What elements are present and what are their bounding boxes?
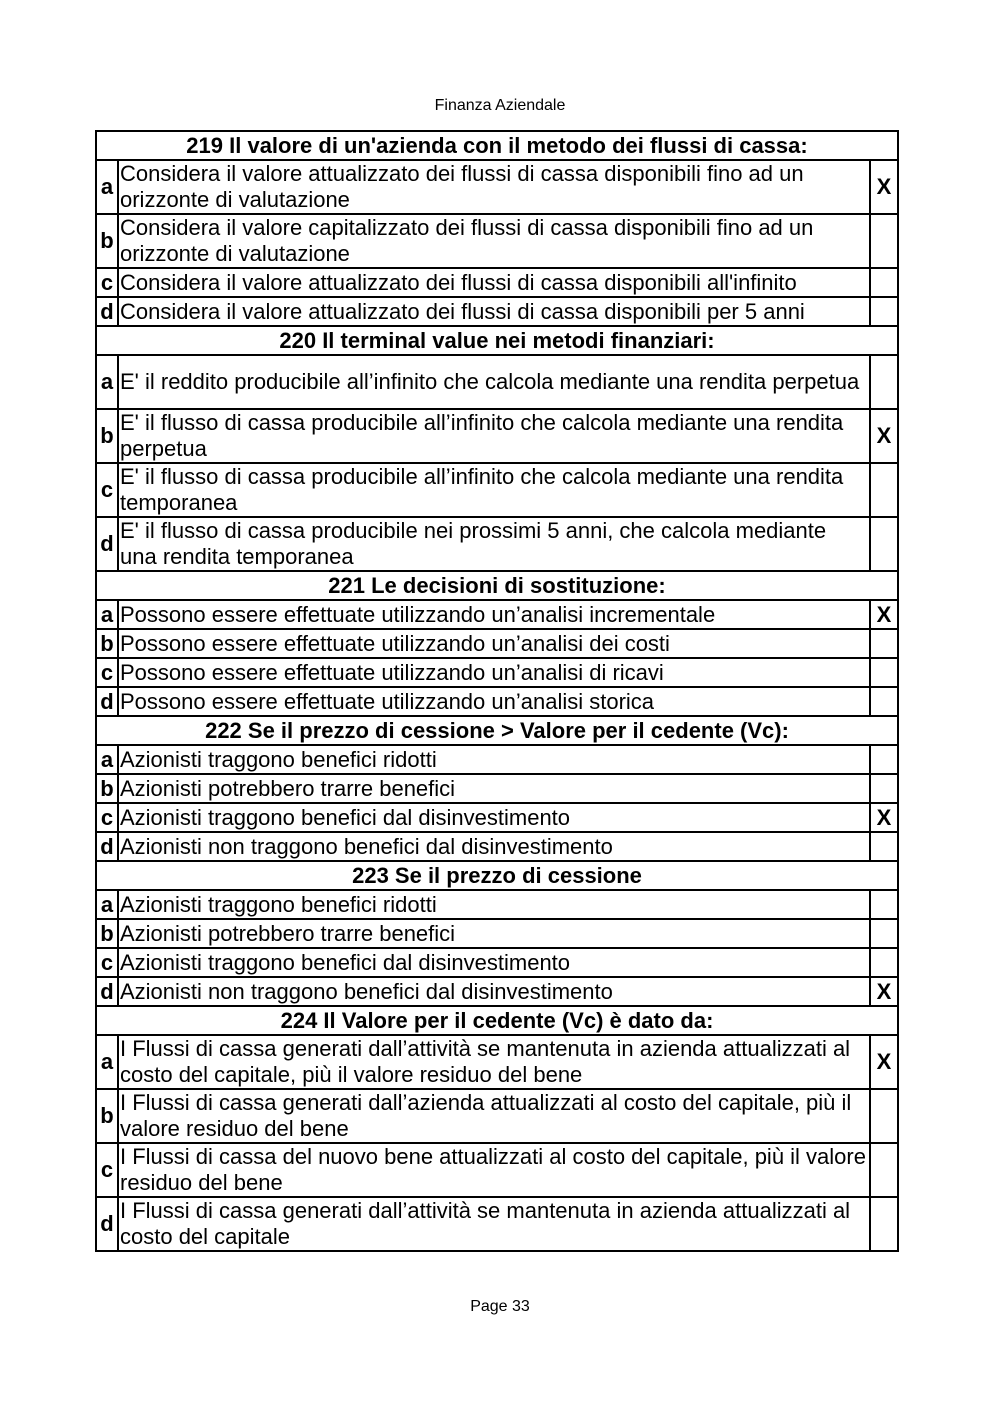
option-text: Considera il valore attualizzato dei flussi di cassa disponibili fino ad un orizzonte di valutazione	[118, 160, 870, 214]
answer-mark	[870, 214, 898, 268]
answer-mark: X	[870, 409, 898, 463]
page-number: Page 33	[470, 1298, 530, 1315]
option-letter: a	[96, 160, 118, 214]
option-row	[96, 745, 898, 774]
question-row	[96, 861, 898, 890]
answer-mark	[870, 517, 898, 571]
option-letter: c	[96, 463, 118, 517]
option-row	[96, 832, 898, 861]
answer-mark: X	[870, 803, 898, 832]
answer-mark: X	[870, 1035, 898, 1089]
option-letter: b	[96, 919, 118, 948]
answer-mark	[870, 658, 898, 687]
answer-mark	[870, 268, 898, 297]
question-row	[96, 716, 898, 745]
option-text: Possono essere effettuate utilizzando un’analisi storica	[118, 687, 870, 716]
option-letter: d	[96, 1197, 118, 1251]
option-text: Azionisti potrebbero trarre benefici	[118, 919, 870, 948]
option-letter: c	[96, 658, 118, 687]
option-letter: d	[96, 517, 118, 571]
answer-mark	[870, 919, 898, 948]
option-text: E' il flusso di cassa producibile nei prossimi 5 anni, che calcola mediante una rendita temporanea	[118, 517, 870, 571]
question-title: 219 Il valore di un'azienda con il metodo dei flussi di cassa:	[96, 131, 898, 160]
option-letter: d	[96, 977, 118, 1006]
answer-mark	[870, 832, 898, 861]
option-letter: a	[96, 600, 118, 629]
option-letter: d	[96, 297, 118, 326]
option-row	[96, 297, 898, 326]
option-text: E' il flusso di cassa producibile all’infinito che calcola mediante una rendita perpetua	[118, 409, 870, 463]
option-text: Possono essere effettuate utilizzando un’analisi incrementale	[118, 600, 870, 629]
option-row	[96, 409, 898, 463]
answer-mark	[870, 745, 898, 774]
question-row	[96, 326, 898, 355]
option-letter: b	[96, 629, 118, 658]
answer-mark: X	[870, 600, 898, 629]
question-title: 223 Se il prezzo di cessione	[96, 861, 898, 890]
option-row	[96, 774, 898, 803]
option-text: Azionisti non traggono benefici dal disinvestimento	[118, 977, 870, 1006]
option-text: I Flussi di cassa del nuovo bene attualizzati al costo del capitale, più il valore residuo del bene	[118, 1143, 870, 1197]
option-text: I Flussi di cassa generati dall’azienda attualizzati al costo del capitale, più il valore residuo del bene	[118, 1089, 870, 1143]
option-letter: c	[96, 268, 118, 297]
answer-mark	[870, 890, 898, 919]
option-row	[96, 890, 898, 919]
question-row	[96, 131, 898, 160]
option-text: E' il flusso di cassa producibile all’infinito che calcola mediante una rendita temporanea	[118, 463, 870, 517]
option-row	[96, 1143, 898, 1197]
answer-mark	[870, 629, 898, 658]
option-text: Azionisti traggono benefici ridotti	[118, 745, 870, 774]
option-row	[96, 629, 898, 658]
option-letter: b	[96, 214, 118, 268]
answer-mark	[870, 687, 898, 716]
option-text: Considera il valore attualizzato dei flussi di cassa disponibili per 5 anni	[118, 297, 870, 326]
answer-mark: X	[870, 977, 898, 1006]
option-row	[96, 1197, 898, 1251]
option-letter: b	[96, 774, 118, 803]
question-title: 222 Se il prezzo di cessione > Valore per il cedente (Vc):	[96, 716, 898, 745]
option-row	[96, 463, 898, 517]
question-row	[96, 571, 898, 600]
question-title: 221 Le decisioni di sostituzione:	[96, 571, 898, 600]
option-row	[96, 803, 898, 832]
option-text: Possono essere effettuate utilizzando un’analisi di ricavi	[118, 658, 870, 687]
option-row	[96, 355, 898, 409]
option-row	[96, 919, 898, 948]
answer-mark	[870, 297, 898, 326]
option-row	[96, 214, 898, 268]
answer-mark	[870, 1089, 898, 1143]
option-text: Possono essere effettuate utilizzando un’analisi dei costi	[118, 629, 870, 658]
answer-mark	[870, 1143, 898, 1197]
answer-mark	[870, 1197, 898, 1251]
page-header: Finanza Aziendale	[434, 97, 566, 114]
option-row	[96, 1035, 898, 1089]
question-title: 224 Il Valore per il cedente (Vc) è dato da:	[96, 1006, 898, 1035]
option-letter: d	[96, 832, 118, 861]
question-title: 220 Il terminal value nei metodi finanziari:	[96, 326, 898, 355]
option-text: Azionisti potrebbero trarre benefici	[118, 774, 870, 803]
option-text: Considera il valore capitalizzato dei flussi di cassa disponibili fino ad un orizzonte di valutazione	[118, 214, 870, 268]
option-text: Azionisti traggono benefici ridotti	[118, 890, 870, 919]
option-letter: b	[96, 409, 118, 463]
option-text: I Flussi di cassa generati dall’attività se mantenuta in azienda attualizzati al costo del capitale, più il valore residuo del bene	[118, 1035, 870, 1089]
option-row	[96, 160, 898, 214]
answer-mark	[870, 774, 898, 803]
option-row	[96, 687, 898, 716]
option-letter: a	[96, 355, 118, 409]
option-text: E' il reddito producibile all’infinito che calcola mediante una rendita perpetua	[118, 355, 870, 409]
option-letter: b	[96, 1089, 118, 1143]
option-letter: c	[96, 1143, 118, 1197]
option-letter: d	[96, 687, 118, 716]
option-text: Azionisti traggono benefici dal disinvestimento	[118, 803, 870, 832]
answer-mark: X	[870, 160, 898, 214]
option-row	[96, 600, 898, 629]
option-row	[96, 948, 898, 977]
option-text: Considera il valore attualizzato dei flussi di cassa disponibili all'infinito	[118, 268, 870, 297]
option-letter: c	[96, 948, 118, 977]
option-letter: a	[96, 890, 118, 919]
question-row	[96, 1006, 898, 1035]
option-letter: a	[96, 1035, 118, 1089]
option-letter: a	[96, 745, 118, 774]
option-row	[96, 977, 898, 1006]
answer-mark	[870, 463, 898, 517]
option-row	[96, 1089, 898, 1143]
option-row	[96, 658, 898, 687]
quiz-table	[95, 130, 899, 1252]
answer-mark	[870, 355, 898, 409]
answer-mark	[870, 948, 898, 977]
option-row	[96, 517, 898, 571]
option-text: I Flussi di cassa generati dall’attività se mantenuta in azienda attualizzati al costo del capitale	[118, 1197, 870, 1251]
option-letter: c	[96, 803, 118, 832]
option-row	[96, 268, 898, 297]
option-text: Azionisti non traggono benefici dal disinvestimento	[118, 832, 870, 861]
option-text: Azionisti traggono benefici dal disinvestimento	[118, 948, 870, 977]
